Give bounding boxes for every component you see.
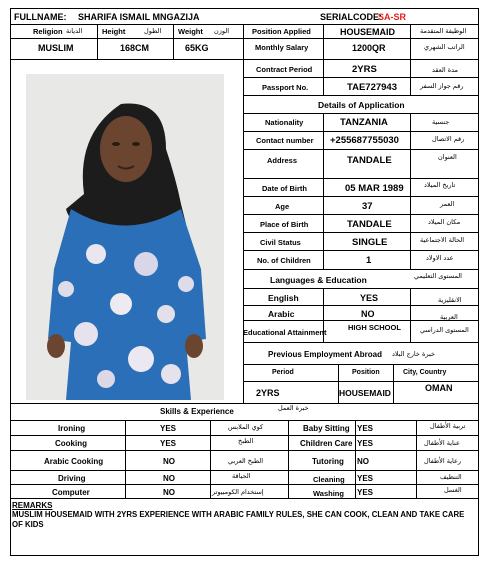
- arabic-value: NO: [361, 309, 375, 319]
- contract-label: Contract Period: [256, 65, 313, 74]
- employment-position: HOUSEMAID: [339, 388, 391, 398]
- children-label: No. of Children: [257, 256, 311, 265]
- salary-ar: الراتب الشهري: [424, 43, 465, 51]
- height-value: 168CM: [120, 43, 150, 53]
- skills-heading: Skills & Experience: [160, 407, 234, 416]
- children-ar: عدد الاولاد: [426, 254, 454, 262]
- weight-label: Weight: [178, 27, 203, 36]
- children-value: 1: [366, 255, 372, 266]
- passport-ar: رقم جواز السفر: [420, 82, 464, 90]
- religion-label: Religion: [33, 27, 63, 36]
- contract-ar: مدة العقد: [432, 66, 458, 74]
- dob-ar: تاريخ الميلاد: [424, 181, 456, 189]
- height-label: Height: [102, 27, 126, 36]
- employment-heading-ar: خبرة خارج البلاد: [392, 350, 435, 358]
- remarks-label: REMARKS: [12, 501, 53, 510]
- position-value: HOUSEMAID: [340, 27, 396, 37]
- skill-cooking-ar: الطبخ: [238, 437, 254, 445]
- pob-ar: مكان الميلاد: [428, 218, 461, 226]
- employment-position-header: Position: [352, 369, 380, 376]
- skill-washing-value: YES: [357, 488, 374, 497]
- civil-status-value: SINGLE: [352, 237, 388, 248]
- employment-country: OMAN: [425, 383, 453, 393]
- skill-children-care-value: YES: [357, 439, 374, 448]
- skill-cooking-value: YES: [160, 439, 177, 448]
- weight-ar: الوزن: [214, 27, 230, 35]
- dob-label: Date of Birth: [262, 184, 307, 193]
- skill-tutoring-label: Tutoring: [312, 457, 344, 466]
- skill-tutoring-value: NO: [357, 457, 369, 466]
- employment-period-header: Period: [272, 369, 294, 376]
- arabic-label: Arabic: [268, 309, 295, 319]
- height-ar: الطول: [144, 27, 162, 35]
- age-value: 37: [362, 201, 373, 212]
- skill-washing-ar: الغسل: [444, 486, 462, 494]
- weight-value: 65KG: [185, 43, 209, 53]
- skills-heading-ar: خبرة العمل: [278, 404, 309, 412]
- religion-value: MUSLIM: [38, 43, 74, 53]
- education-value: HIGH SCHOOL: [348, 323, 401, 332]
- english-label: English: [268, 293, 299, 303]
- remarks-text: MUSLIM HOUSEMAID WITH 2YRS EXPERIENCE WITH ARABIC FAMILY RULES, SHE CAN COOK, CLEAN AND TAKE CARE OF KIDS: [12, 510, 465, 529]
- skill-ironing-value: YES: [160, 424, 177, 433]
- skill-arabic-cooking-value: NO: [163, 457, 175, 466]
- pob-value: TANDALE: [347, 219, 392, 230]
- nationality-value: TANZANIA: [340, 117, 388, 128]
- age-ar: العمر: [440, 200, 455, 208]
- skill-children-care-ar: عناية الأطفال: [424, 439, 460, 447]
- education-label: Educational Attainment: [243, 328, 327, 337]
- nationality-ar: جنسية: [432, 118, 450, 126]
- contact-ar: رقم الاتصال: [432, 135, 465, 143]
- skill-ironing-ar: كوي الملابس: [228, 423, 264, 431]
- contact-label: Contact number: [256, 136, 314, 145]
- address-label: Address: [267, 156, 298, 165]
- serial-label: SERIALCODE:: [320, 12, 383, 22]
- position-ar: الوظيفة المتقدمة: [420, 27, 467, 35]
- arabic-ar: العربية: [440, 313, 458, 321]
- english-ar: الانقليزية: [438, 296, 462, 304]
- employment-period: 2YRS: [256, 388, 280, 398]
- skill-driving-ar: الحياقة: [232, 472, 251, 480]
- skill-computer-ar: إستخدام الكومبيوتر: [212, 488, 264, 496]
- languages-heading-ar: المستوى التعليمي: [414, 272, 462, 280]
- applicant-photo: [26, 74, 224, 400]
- skill-arabic-cooking-label: Arabic Cooking: [44, 457, 104, 466]
- religion-ar: الديانة: [66, 27, 83, 35]
- skill-children-care-label: Children Care: [300, 439, 353, 448]
- details-heading: Details of Application: [318, 100, 405, 110]
- skill-baby-sitting-value: YES: [357, 424, 374, 433]
- english-value: YES: [360, 293, 379, 303]
- address-value: TANDALE: [347, 155, 392, 166]
- education-ar: المستوى الدراسي: [420, 326, 469, 334]
- skill-driving-label: Driving: [58, 474, 86, 483]
- civil-status-label: Civil Status: [260, 238, 301, 247]
- languages-heading: Languages & Education: [270, 275, 367, 285]
- skill-baby-sitting-ar: تربية الأطفال: [430, 422, 466, 430]
- skill-computer-value: NO: [163, 488, 175, 497]
- skill-cleaning-value: YES: [357, 474, 374, 483]
- contact-value: +255687755030: [330, 135, 399, 146]
- skill-driving-value: NO: [163, 474, 175, 483]
- fullname-value: SHARIFA ISMAIL MNGAZIJA: [78, 12, 200, 22]
- skill-tutoring-ar: رعاية الأطفال: [424, 457, 462, 465]
- civil-status-ar: الحالة الاجتماعية: [420, 236, 465, 244]
- age-label: Age: [275, 202, 290, 211]
- skill-washing-label: Washing: [313, 489, 344, 498]
- skill-cleaning-label: Cleaning: [313, 475, 345, 484]
- fullname-label: FULLNAME:: [14, 12, 67, 22]
- skill-cleaning-ar: التنظيف: [440, 473, 462, 481]
- skill-ironing-label: Ironing: [58, 424, 86, 433]
- passport-value: TAE727943: [347, 82, 397, 93]
- employment-country-header: City, Country: [403, 369, 447, 376]
- nationality-label: Nationality: [265, 118, 304, 127]
- dob-value: 05 MAR 1989: [345, 183, 404, 194]
- skill-cooking-label: Cooking: [55, 439, 87, 448]
- passport-label: Passport No.: [262, 83, 309, 92]
- position-label: Position Applied: [252, 27, 311, 36]
- contract-value: 2YRS: [352, 64, 377, 75]
- serial-value: SA-SR: [378, 12, 407, 22]
- address-ar: العنوان: [438, 153, 457, 161]
- salary-label: Monthly Salary: [255, 43, 309, 52]
- salary-value: 1200QR: [352, 43, 386, 53]
- employment-heading: Previous Employment Abroad: [268, 350, 382, 359]
- skill-arabic-cooking-ar: الطبخ العربي: [228, 457, 264, 465]
- skill-computer-label: Computer: [52, 488, 90, 497]
- pob-label: Place of Birth: [260, 220, 309, 229]
- skill-baby-sitting-label: Baby Sitting: [303, 424, 350, 433]
